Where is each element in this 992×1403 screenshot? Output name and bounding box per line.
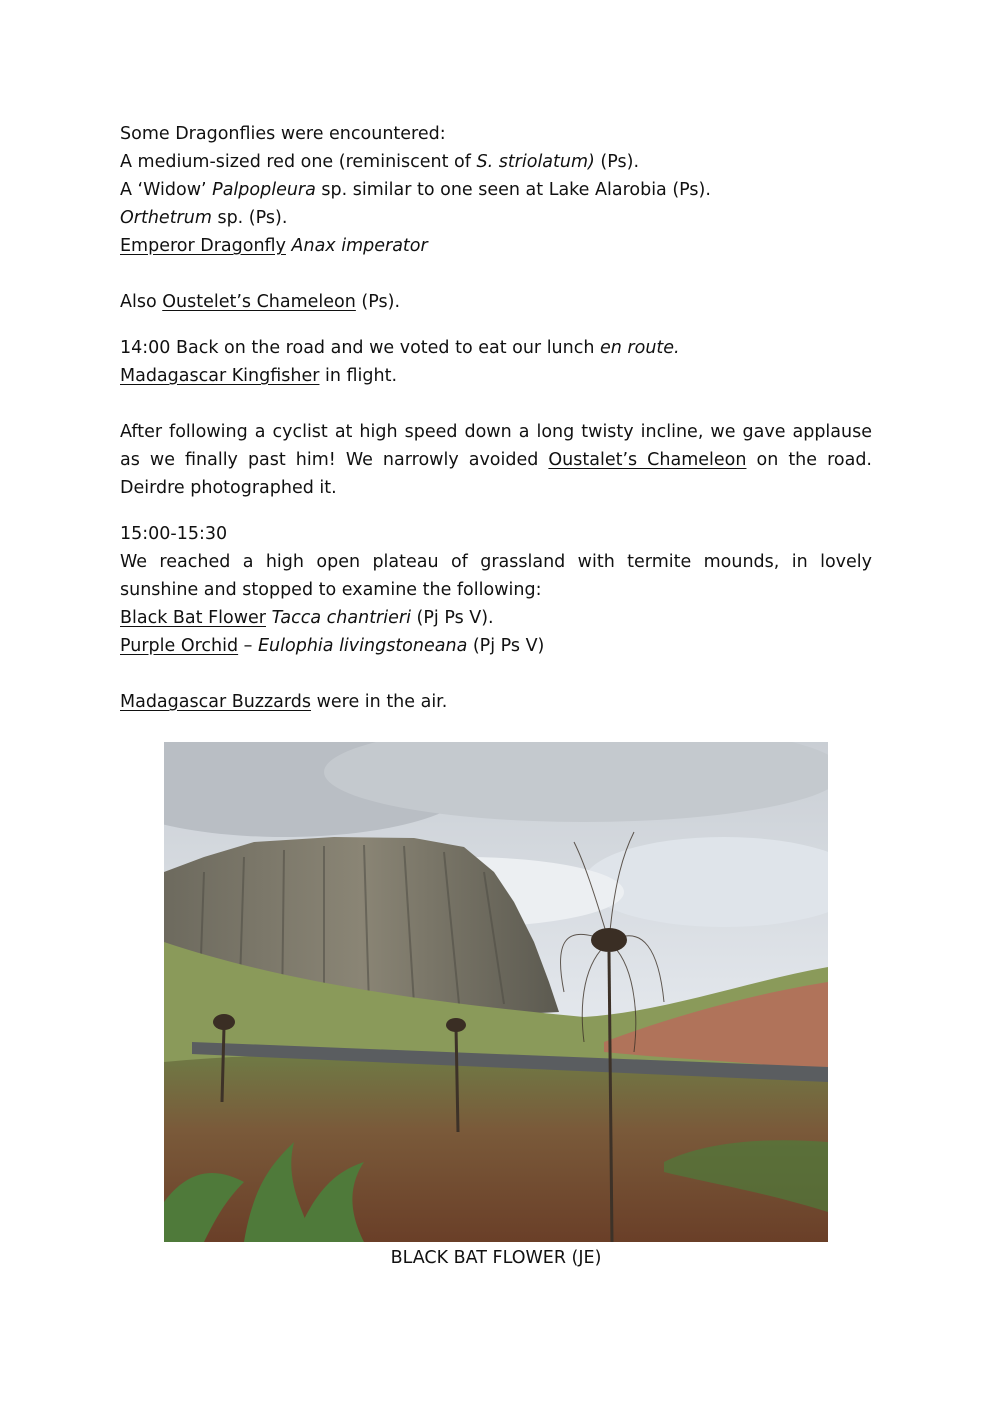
- landscape-photo: [164, 742, 828, 1242]
- species-common-name: Madagascar Buzzards: [120, 692, 312, 712]
- dragonfly-section: [120, 120, 872, 260]
- photo-caption: BLACK BAT FLOWER (JE): [390, 1248, 602, 1268]
- species-latin-name: Eulophia livingstoneana: [258, 636, 468, 656]
- plateau-section: [120, 520, 872, 660]
- buzzards-paragraph: Madagascar Buzzards were in the air.: [120, 692, 448, 712]
- species-common-name: Madagascar Kingfisher: [120, 366, 320, 386]
- species-common-name: Black Bat Flower: [120, 608, 266, 628]
- time-range: 15:00-15:30: [120, 524, 228, 544]
- plateau-description: We reached a high open plateau of grassland with termite mounds, in lovely sunshine and stopped to examine the following:: [120, 552, 872, 600]
- species-latin-name: Tacca chantrieri: [271, 608, 411, 628]
- bat-flower-line: Black Bat Flower Tacca chantrieri (Pj Ps V).: [120, 608, 494, 628]
- species-common-name: Oustelet’s Chameleon: [162, 292, 356, 312]
- red-dragonfly-line: A medium-sized red one (reminiscent of S. striolatum) (Ps).: [120, 152, 640, 172]
- dragonfly-intro: Some Dragonflies were encountered:: [120, 124, 446, 144]
- orthetrum-line: Orthetrum sp. (Ps).: [120, 208, 288, 228]
- lunch-paragraph: 14:00 Back on the road and we voted to eat our lunch en route. Madagascar Kingfisher in flight.: [120, 338, 680, 386]
- chameleon-paragraph: Also Oustelet’s Chameleon (Ps).: [120, 292, 401, 312]
- species-latin-name: Anax imperator: [291, 236, 428, 256]
- emperor-line: [120, 232, 872, 260]
- orchid-line: Purple Orchid – Eulophia livingstoneana (Pj Ps V): [120, 636, 545, 656]
- widow-dragonfly-line: A ‘Widow’ Palpopleura sp. similar to one seen at Lake Alarobia (Ps).: [120, 180, 711, 200]
- species-name: S. striolatum): [476, 152, 595, 172]
- genus-name: Palpopleura: [212, 180, 316, 200]
- species-common-name: Emperor Dragonfly: [120, 236, 286, 256]
- cyclist-paragraph: After following a cyclist at high speed down a long twisty incline, we gave applause as we finally past him! We narrowly avoided Oustalet’s Chameleon on the road. Deirdre photographed it.: [120, 422, 872, 498]
- genus-name: Orthetrum: [120, 208, 212, 228]
- species-common-name: Oustalet’s Chameleon: [548, 450, 747, 470]
- species-common-name: Purple Orchid: [120, 636, 239, 656]
